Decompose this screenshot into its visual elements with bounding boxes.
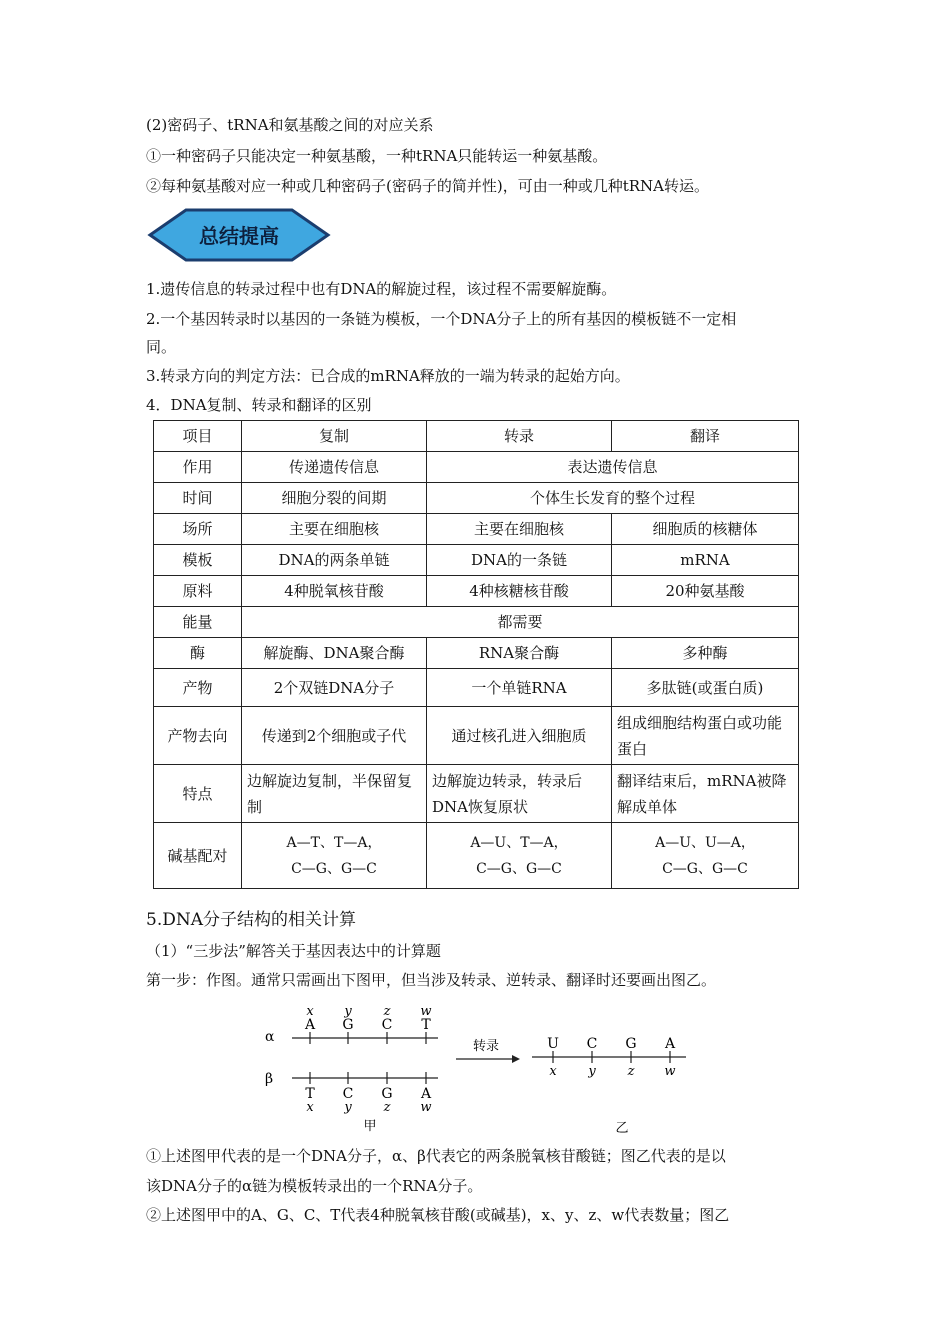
table-cell: 多肽链(或蛋白质) bbox=[612, 669, 799, 707]
table-cell: 主要在细胞核 bbox=[427, 514, 612, 545]
qty-label: w bbox=[664, 1064, 676, 1079]
table-header-cell: 项目 bbox=[154, 421, 242, 452]
pairing-line: C—G、G—C bbox=[291, 860, 377, 877]
table-cell: 4种核糖核苷酸 bbox=[427, 576, 612, 607]
table-cell: 产物去向 bbox=[154, 707, 242, 765]
intro-line-3: ②每种氨基酸对应一种或几种密码子(密码子的简并性)，可由一种或几种tRNA转运。 bbox=[146, 177, 709, 195]
alpha-label: α bbox=[265, 1029, 275, 1045]
table-cell: 产物 bbox=[154, 669, 242, 707]
table-cell: 解旋酶、DNA聚合酶 bbox=[242, 638, 427, 669]
table-header-cell: 复制 bbox=[242, 421, 427, 452]
qty-label: y bbox=[344, 1100, 352, 1115]
qty-label: y bbox=[344, 1004, 352, 1019]
qty-label: z bbox=[627, 1064, 635, 1079]
table-cell: 细胞质的核糖体 bbox=[612, 514, 799, 545]
table-cell: 能量 bbox=[154, 607, 242, 638]
qty-label: y bbox=[588, 1064, 596, 1079]
qty-label: w bbox=[420, 1004, 432, 1019]
pairing-line: A—U、T—A， bbox=[470, 834, 568, 851]
point-4: 4．DNA复制、转录和翻译的区别 bbox=[146, 396, 372, 414]
pairing-line: C—G、G—C bbox=[476, 860, 562, 877]
table-row bbox=[154, 483, 799, 514]
table-row bbox=[154, 765, 799, 823]
qty-label: x bbox=[306, 1100, 314, 1115]
table-cell bbox=[242, 823, 427, 889]
table-cell: 主要在细胞核 bbox=[242, 514, 427, 545]
table-cell: 多种酶 bbox=[612, 638, 799, 669]
table-cell bbox=[427, 823, 612, 889]
qty-label: x bbox=[306, 1004, 314, 1019]
table-cell: 作用 bbox=[154, 452, 242, 483]
table-cell: 边解旋边复制，半保留复制 bbox=[242, 765, 427, 823]
base-label: A bbox=[420, 1086, 432, 1102]
table-row bbox=[154, 823, 799, 889]
table-row bbox=[154, 514, 799, 545]
table-header-cell: 翻译 bbox=[612, 421, 799, 452]
qty-label: w bbox=[420, 1100, 432, 1115]
table-cell: 组成细胞结构蛋白或功能蛋白 bbox=[612, 707, 799, 765]
table-cell: 特点 bbox=[154, 765, 242, 823]
section5-subtitle: （1）“三步法”解答关于基因表达中的计算题 bbox=[146, 942, 441, 960]
table-cell: 20种氨基酸 bbox=[612, 576, 799, 607]
explain-1a: ①上述图甲代表的是一个DNA分子，α、β代表它的两条脱氧核苷酸链；图乙代表的是以 bbox=[146, 1147, 726, 1165]
base-label: G bbox=[342, 1017, 354, 1033]
table-cell: 场所 bbox=[154, 514, 242, 545]
table-cell: 细胞分裂的间期 bbox=[242, 483, 427, 514]
section5-step1: 第一步：作图。通常只需画出下图甲，但当涉及转录、逆转录、翻译时还要画出图乙。 bbox=[146, 971, 717, 989]
base-label: T bbox=[421, 1017, 431, 1033]
table-cell: 时间 bbox=[154, 483, 242, 514]
table-cell: 都需要 bbox=[242, 607, 799, 638]
caption-left: 甲 bbox=[363, 1119, 377, 1134]
table-cell: 一个单链RNA bbox=[427, 669, 612, 707]
caption-right: 乙 bbox=[615, 1121, 629, 1135]
table-cell: RNA聚合酶 bbox=[427, 638, 612, 669]
table-header-cell: 转录 bbox=[427, 421, 612, 452]
point-1: 1.遗传信息的转录过程中也有DNA的解旋过程，该过程不需要解旋酶。 bbox=[146, 280, 617, 298]
base-label: U bbox=[547, 1036, 559, 1052]
table-row bbox=[154, 669, 799, 707]
table-cell: DNA的一条链 bbox=[427, 545, 612, 576]
table-row bbox=[154, 638, 799, 669]
table-cell: 2个双链DNA分子 bbox=[242, 669, 427, 707]
table-cell: 4种脱氧核苷酸 bbox=[242, 576, 427, 607]
table-cell: 表达遗传信息 bbox=[427, 452, 799, 483]
base-label: G bbox=[381, 1086, 393, 1102]
arrow-label: 转录 bbox=[472, 1039, 500, 1054]
badge-label: 总结提高 bbox=[199, 224, 279, 248]
base-label: T bbox=[305, 1086, 315, 1102]
explain-1b: 该DNA分子的α链为模板转录出的一个RNA分子。 bbox=[146, 1177, 483, 1195]
table-cell: 边解旋边转录，转录后DNA恢复原状 bbox=[427, 765, 612, 823]
intro-line-1: (2)密码子、tRNA和氨基酸之间的对应关系 bbox=[146, 116, 434, 134]
section5-title: 5.DNA分子结构的相关计算 bbox=[146, 910, 357, 930]
table-cell: 原料 bbox=[154, 576, 242, 607]
table-cell: 翻译结束后，mRNA被降解成单体 bbox=[612, 765, 799, 823]
table-cell: mRNA bbox=[612, 545, 799, 576]
base-label: A bbox=[304, 1017, 316, 1033]
beta-label: β bbox=[265, 1071, 274, 1087]
table-cell: 通过核孔进入细胞质 bbox=[427, 707, 612, 765]
point-2b: 同。 bbox=[146, 338, 177, 356]
table-row bbox=[154, 452, 799, 483]
table-cell: 传递遗传信息 bbox=[242, 452, 427, 483]
base-label: C bbox=[342, 1086, 354, 1102]
pairing-line: A—U、U—A， bbox=[655, 834, 755, 851]
summary-badge bbox=[146, 206, 332, 264]
pairing-line: A—T、T—A， bbox=[286, 834, 382, 851]
pairing-line: C—G、G—C bbox=[662, 860, 748, 877]
table-cell: 碱基配对 bbox=[154, 823, 242, 889]
base-label: A bbox=[664, 1036, 676, 1052]
qty-label: z bbox=[383, 1100, 391, 1115]
table-cell bbox=[612, 823, 799, 889]
table-cell: 酶 bbox=[154, 638, 242, 669]
table-cell: DNA的两条单链 bbox=[242, 545, 427, 576]
table-row bbox=[154, 576, 799, 607]
table-row bbox=[154, 545, 799, 576]
table-row bbox=[154, 707, 799, 765]
base-label: C bbox=[381, 1017, 393, 1033]
comparison-table bbox=[153, 420, 799, 889]
base-label: G bbox=[625, 1036, 637, 1052]
intro-line-2: ①一种密码子只能决定一种氨基酸，一种tRNA只能转运一种氨基酸。 bbox=[146, 147, 608, 165]
table-row bbox=[154, 607, 799, 638]
point-3: 3.转录方向的判定方法：已合成的mRNA释放的一端为转录的起始方向。 bbox=[146, 367, 630, 385]
table-row bbox=[154, 421, 799, 452]
table-cell: 模板 bbox=[154, 545, 242, 576]
explain-2: ②上述图甲中的A、G、C、T代表4种脱氧核苷酸(或碱基)，x、y、z、w代表数量；图乙 bbox=[146, 1206, 730, 1224]
base-label: C bbox=[586, 1036, 598, 1052]
qty-label: x bbox=[549, 1064, 557, 1079]
qty-label: z bbox=[383, 1004, 391, 1019]
table-cell: 个体生长发育的整个过程 bbox=[427, 483, 799, 514]
table-cell: 传递到2个细胞或子代 bbox=[242, 707, 427, 765]
point-2a: 2.一个基因转录时以基因的一条链为模板，一个DNA分子上的所有基因的模板链不一定相 bbox=[146, 310, 737, 328]
dna-transcription-diagram bbox=[262, 1000, 692, 1135]
arrow-head-icon bbox=[512, 1055, 520, 1063]
